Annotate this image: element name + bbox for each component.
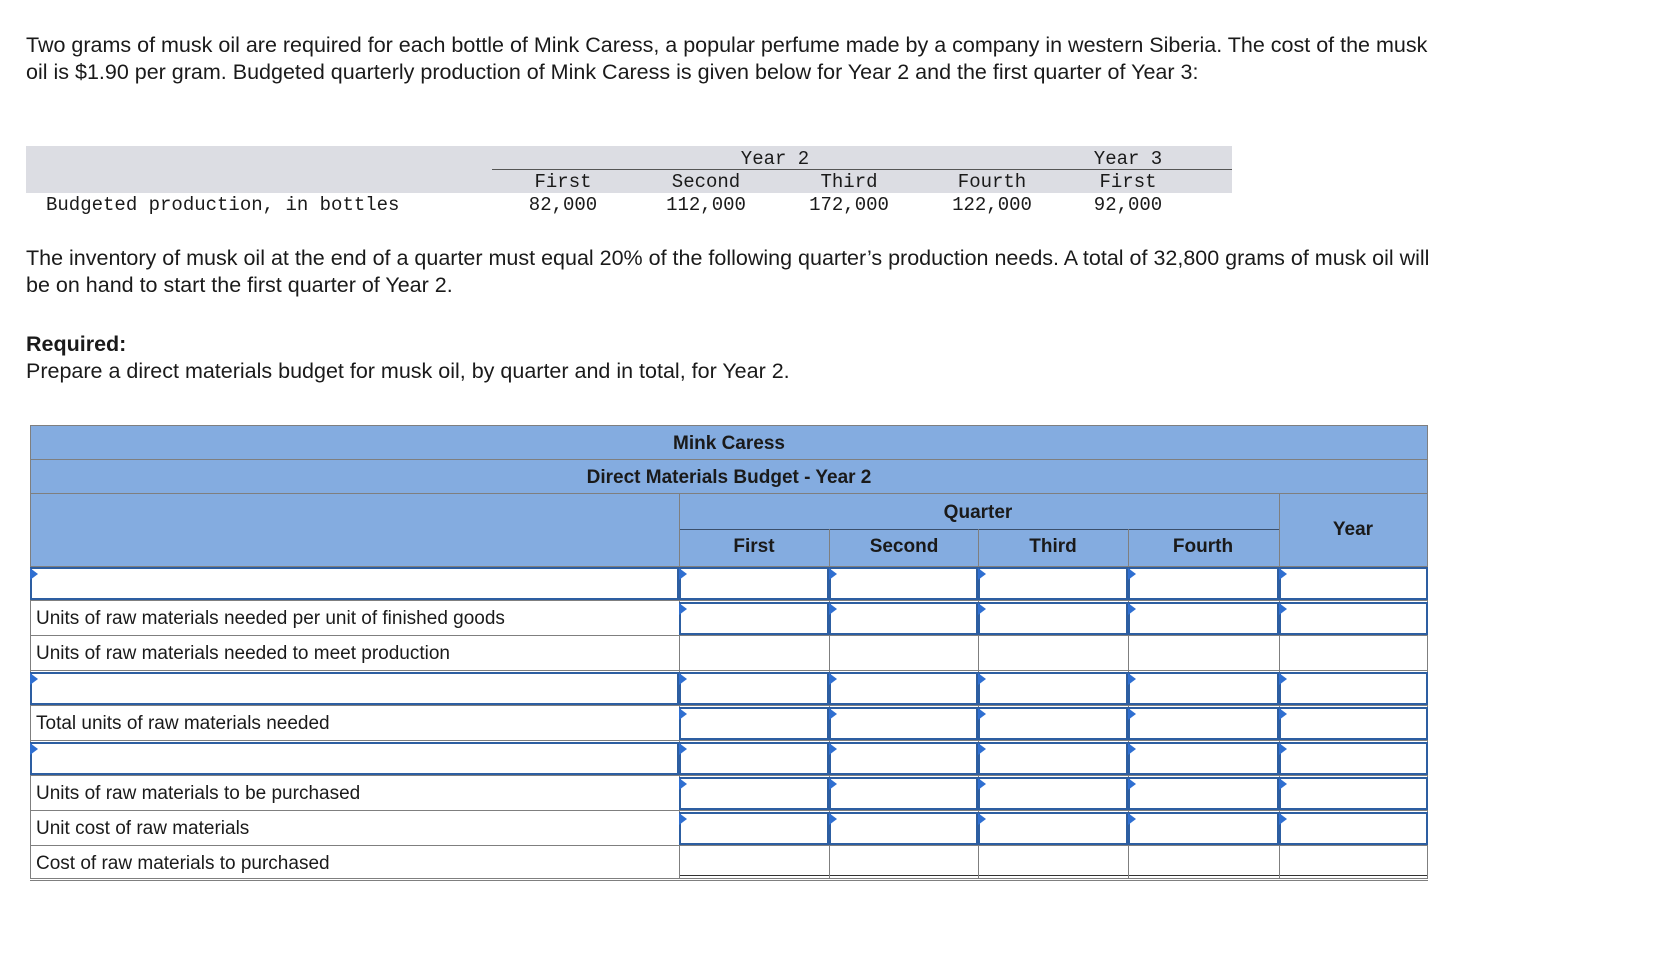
dropdown-marker-icon (829, 743, 837, 755)
fourth-quarter-input[interactable] (1128, 777, 1279, 810)
first-quarter-input[interactable] (679, 602, 829, 635)
dropdown-marker-icon (1128, 708, 1136, 720)
dropdown-marker-icon (1279, 813, 1287, 825)
year-total-input[interactable] (1279, 742, 1428, 775)
first-quarter-input[interactable] (679, 672, 829, 705)
dropdown-marker-icon (679, 603, 687, 615)
fourth-quarter-input[interactable] (1128, 812, 1279, 845)
third-quarter-input[interactable] (978, 812, 1128, 845)
quarter-header: Quarter (943, 502, 1013, 523)
row-divider (30, 880, 1428, 881)
year2-label: Year 2 (740, 148, 810, 170)
row-divider (30, 635, 1428, 636)
row-label-total-units-of-raw-materials-needed: Total units of raw materials needed (36, 713, 330, 734)
budget-company: Mink Caress (673, 433, 785, 454)
row-divider (30, 810, 1428, 811)
required-text: Prepare a direct materials budget for musk oil, by quarter and in total, for Year 2. (26, 359, 790, 383)
quarter-col-first: First (733, 536, 775, 557)
third-quarter-input[interactable] (978, 602, 1128, 635)
dropdown-marker-icon (1279, 778, 1287, 790)
row-divider (30, 775, 1428, 776)
production-value: 122,000 (952, 194, 1032, 216)
production-value: 92,000 (1093, 194, 1163, 216)
dropdown-marker-icon (978, 603, 986, 615)
dropdown-marker-icon (679, 813, 687, 825)
dropdown-marker-icon (829, 568, 837, 580)
dropdown-marker-icon (978, 708, 986, 720)
row-label-unit-cost-of-raw-materials: Unit cost of raw materials (36, 818, 250, 839)
quarter-header: Fourth (957, 171, 1027, 193)
production-row-label: Budgeted production, in bottles (46, 194, 400, 216)
dropdown-marker-icon (30, 568, 38, 580)
dropdown-marker-icon (1128, 568, 1136, 580)
dropdown-marker-icon (1279, 603, 1287, 615)
dropdown-marker-icon (829, 673, 837, 685)
third-quarter-input[interactable] (978, 707, 1128, 740)
divider (30, 459, 1428, 460)
quarter-header: Second (671, 171, 741, 193)
dropdown-marker-icon (679, 568, 687, 580)
second-quarter-input[interactable] (829, 567, 978, 600)
production-value: 112,000 (666, 194, 746, 216)
divider (679, 529, 1279, 530)
first-quarter-input[interactable] (679, 777, 829, 810)
fourth-quarter-input[interactable] (1128, 672, 1279, 705)
dropdown-marker-icon (1279, 673, 1287, 685)
year-total-input[interactable] (1279, 707, 1428, 740)
dropdown-marker-icon (978, 778, 986, 790)
fourth-quarter-input[interactable] (1128, 707, 1279, 740)
dropdown-marker-icon (829, 778, 837, 790)
fourth-quarter-input[interactable] (1128, 742, 1279, 775)
dropdown-marker-icon (1128, 743, 1136, 755)
year-total-input[interactable] (1279, 777, 1428, 810)
second-quarter-input[interactable] (829, 602, 978, 635)
dropdown-marker-icon (829, 813, 837, 825)
fourth-quarter-input[interactable] (1128, 602, 1279, 635)
third-quarter-input[interactable] (978, 742, 1128, 775)
problem-intro: Two grams of musk oil are required for each bottle of Mink Caress, a popular perfume made by a company in western Siberia. The cost of the musk oil is $1.90 per gram. Budgeted quarterly production of Mink Caress is given below for Year 2 and the first quarter of Year 3: (26, 33, 1428, 84)
third-quarter-input[interactable] (978, 777, 1128, 810)
row-label-input[interactable] (30, 742, 679, 775)
first-quarter-input[interactable] (679, 812, 829, 845)
dropdown-marker-icon (978, 673, 986, 685)
row-label-input[interactable] (30, 672, 679, 705)
row-label-units-of-raw-materials-needed-to-meet-production: Units of raw materials needed to meet production (36, 643, 450, 664)
second-quarter-input[interactable] (829, 742, 978, 775)
year-total-input[interactable] (1279, 812, 1428, 845)
second-quarter-input[interactable] (829, 812, 978, 845)
inventory-text: The inventory of musk oil at the end of a quarter must equal 20% of the following quarter’s production needs. A total of 32,800 grams of musk oil will be on hand to start the first quarter of Year 2. (26, 246, 1430, 297)
row-label-input[interactable] (30, 567, 679, 600)
production-value: 172,000 (809, 194, 889, 216)
dropdown-marker-icon (1279, 743, 1287, 755)
row-label-cost-of-raw-materials-to-purchased: Cost of raw materials to purchased (36, 853, 330, 874)
year3-label: Year 3 (1093, 148, 1163, 170)
budget-title: Direct Materials Budget - Year 2 (586, 467, 872, 488)
row-divider (30, 705, 1428, 706)
row-label-units-of-raw-materials-needed-per-unit-of-finished-goods: Units of raw materials needed per unit of finished goods (36, 608, 505, 629)
row-divider (30, 600, 1428, 601)
first-quarter-input[interactable] (679, 742, 829, 775)
quarter-col-fourth: Fourth (1172, 536, 1234, 557)
first-quarter-input[interactable] (679, 567, 829, 600)
quarter-header: First (1099, 171, 1157, 193)
required-heading: Required: (26, 332, 127, 356)
second-quarter-input[interactable] (829, 777, 978, 810)
dropdown-marker-icon (978, 743, 986, 755)
dropdown-marker-icon (679, 708, 687, 720)
third-quarter-input[interactable] (978, 567, 1128, 600)
divider (30, 493, 1428, 494)
row-divider (30, 740, 1428, 741)
dropdown-marker-icon (1279, 708, 1287, 720)
dropdown-marker-icon (679, 778, 687, 790)
dropdown-marker-icon (1128, 813, 1136, 825)
production-table (26, 146, 1232, 216)
second-quarter-input[interactable] (829, 707, 978, 740)
quarter-header: Third (820, 171, 878, 193)
dropdown-marker-icon (829, 603, 837, 615)
quarter-header: First (534, 171, 592, 193)
divider (679, 875, 1428, 876)
direct-materials-budget (30, 425, 1428, 879)
quarter-col-third: Third (1029, 536, 1077, 557)
fourth-quarter-input[interactable] (1128, 567, 1279, 600)
dropdown-marker-icon (30, 673, 38, 685)
dropdown-marker-icon (679, 743, 687, 755)
row-divider (30, 670, 1428, 671)
third-quarter-input[interactable] (978, 672, 1128, 705)
dropdown-marker-icon (829, 708, 837, 720)
required-section (26, 331, 1446, 385)
year-total-input[interactable] (1279, 602, 1428, 635)
divider (30, 878, 1428, 879)
year-header: Year (1332, 519, 1374, 540)
first-quarter-input[interactable] (679, 707, 829, 740)
row-label-units-of-raw-materials-to-be-purchased: Units of raw materials to be purchased (36, 783, 361, 804)
quarter-col-second: Second (869, 536, 939, 557)
row-divider (30, 845, 1428, 846)
dropdown-marker-icon (978, 568, 986, 580)
production-value: 82,000 (528, 194, 598, 216)
divider (30, 425, 1428, 426)
dropdown-marker-icon (1128, 673, 1136, 685)
dropdown-marker-icon (679, 673, 687, 685)
dropdown-marker-icon (1128, 603, 1136, 615)
dropdown-marker-icon (978, 813, 986, 825)
dropdown-marker-icon (30, 743, 38, 755)
dropdown-marker-icon (1279, 568, 1287, 580)
year-total-input[interactable] (1279, 672, 1428, 705)
second-quarter-input[interactable] (829, 672, 978, 705)
dropdown-marker-icon (1128, 778, 1136, 790)
year-total-input[interactable] (1279, 567, 1428, 600)
